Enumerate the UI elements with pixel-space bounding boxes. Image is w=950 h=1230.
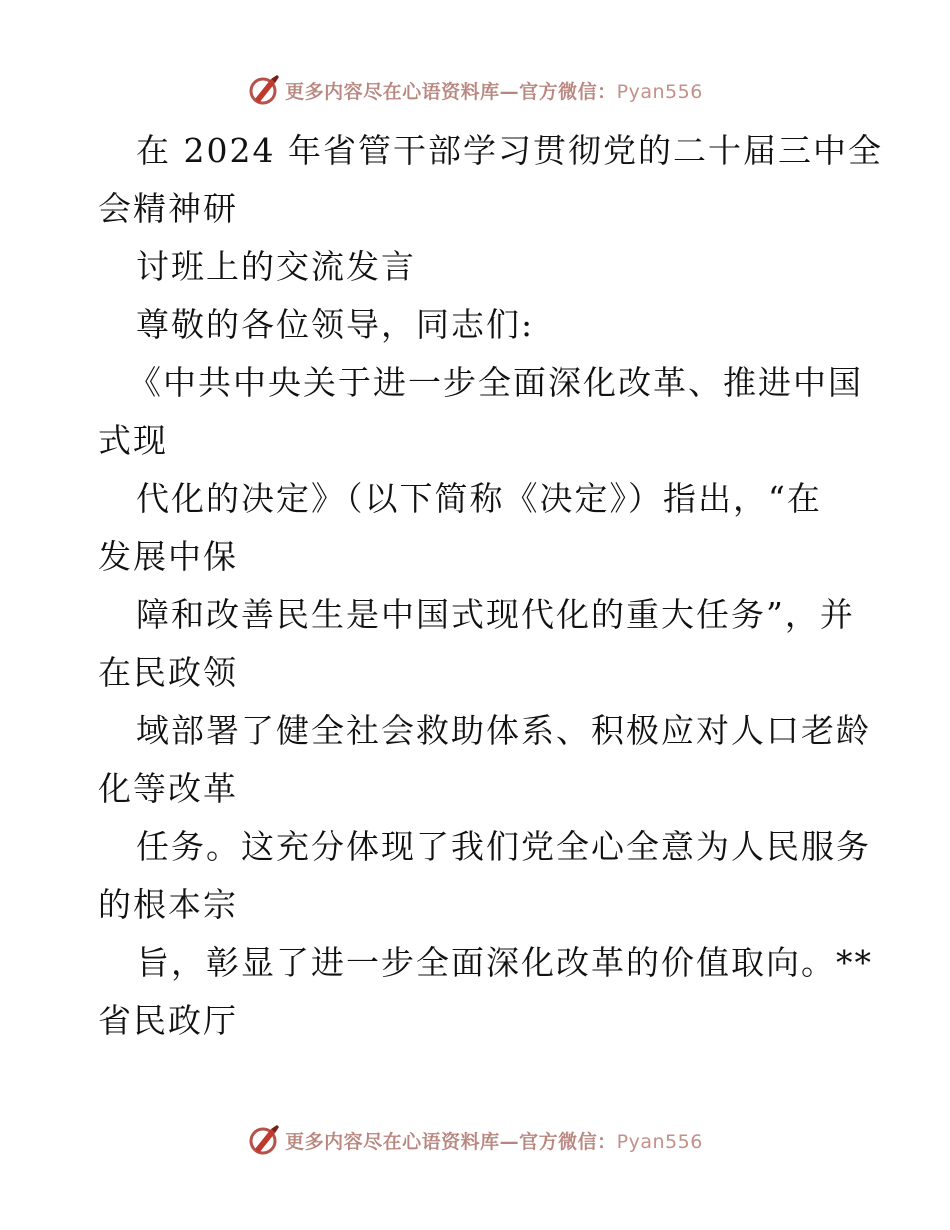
text-line: 旨，彰显了进一步全面深化改革的价值取向。** xyxy=(136,943,873,982)
text-line: 发展中保 xyxy=(98,537,238,576)
wechat-id: Pyan556 xyxy=(616,80,703,103)
text-line: 讨班上的交流发言 xyxy=(136,247,416,286)
wechat-id: Pyan556 xyxy=(616,1130,703,1153)
document-body xyxy=(98,122,883,1050)
text-line: 省民政厅 xyxy=(98,1001,238,1040)
pen-logo-icon xyxy=(247,73,281,107)
text-line: 代化的决定》（以下简称《决定》）指出，“在 xyxy=(136,479,822,518)
footer-watermark xyxy=(0,1120,950,1160)
pen-logo-icon xyxy=(247,1123,281,1157)
watermark-text: 更多内容尽在心语资料库—官方微信：Pyan556 xyxy=(285,80,703,103)
text-line: 域部署了健全社会救助体系、积极应对人口老龄 xyxy=(136,711,871,750)
text-line: 障和改善民生是中国式现代化的重大任务”，并 xyxy=(136,595,855,634)
text-line: 会精神研 xyxy=(98,189,238,228)
watermark-text: 更多内容尽在心语资料库—官方微信：Pyan556 xyxy=(285,1130,703,1153)
text-line: 的根本宗 xyxy=(98,885,238,924)
text-line: 在民政领 xyxy=(98,653,238,692)
text-line: 任务。这充分体现了我们党全心全意为人民服务 xyxy=(136,827,871,866)
text-line: 尊敬的各位领导，同志们: xyxy=(136,305,535,344)
text-line: 式现 xyxy=(98,421,168,460)
text-line: 化等改革 xyxy=(98,769,238,808)
text-line: 在 2024 年省管干部学习贯彻党的二十届三中全 xyxy=(136,131,883,170)
text-line: 《中共中央关于进一步全面深化改革、推进中国 xyxy=(128,363,863,402)
header-watermark xyxy=(0,70,950,110)
